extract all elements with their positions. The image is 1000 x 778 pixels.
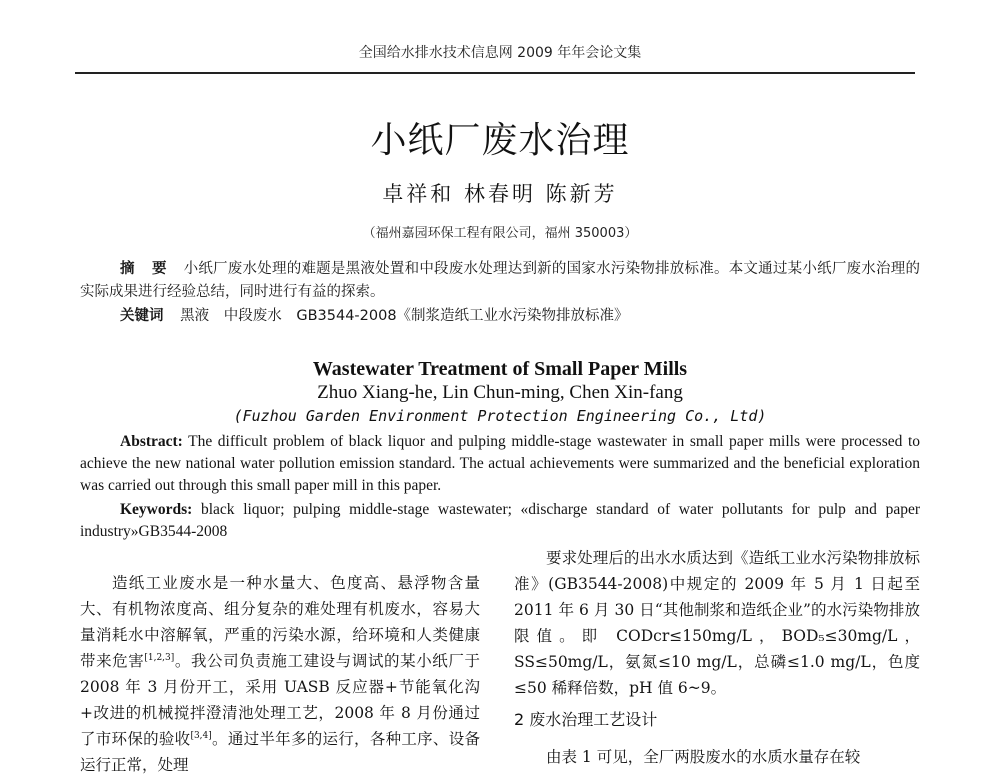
citation-ref: [3,4]: [190, 730, 212, 741]
chinese-abstract: [80, 258, 920, 304]
author-affiliation: （福州嘉园环保工程有限公司，福州 350003）: [362, 226, 638, 241]
body-paragraph-left: [80, 570, 480, 778]
english-keywords-label: Keywords:: [120, 501, 193, 518]
citation-ref: [1,2,3]: [144, 652, 175, 663]
english-abstract-label: Abstract:: [120, 433, 183, 450]
section-heading: 2 废水治理工艺设计: [514, 710, 658, 729]
chinese-keywords-label: 关键词: [120, 308, 164, 324]
running-header: 全国给水排水技术信息网 2009 年年会论文集: [358, 45, 642, 61]
keyword-item: 中段废水: [223, 308, 282, 324]
author-list: 卓祥和 林春明 陈新芳: [382, 182, 618, 206]
body-paragraph-right-continued: 由表 1 可见，全厂两股废水的水质水量存在较: [546, 748, 861, 766]
header-rule: [75, 72, 915, 74]
chinese-abstract-label: 摘 要: [120, 261, 173, 277]
body-text: 造纸工业废水是一种水量大、色度高、悬浮物含量大、有机物浓度高、组分复杂的难处理有机废水，容易大量消耗水中溶解氧，严重的污染水源，给环境和人类健康带来危害: [80, 574, 480, 670]
body-text: 。通过半年多的运行，各种工序、设备运行正常，处理: [80, 730, 480, 774]
body-text: 。我公司负责施工建设与调试的某小纸厂于 2008 年 3 月份开工，采用 UASB 反应器+节能氧化沟+改进的机械搅拌澄清池处理工艺，2008 年 8 月份通过了市环保的验收: [80, 652, 480, 748]
chinese-abstract-text: 小纸厂废水处理的难题是黑液处置和中段废水处理达到新的国家水污染物排放标准。本文通过某小纸厂废水治理的实际成果进行经验总结，同时进行有益的探索。: [80, 261, 920, 300]
english-title: Wastewater Treatment of Small Paper Mills: [312, 358, 688, 380]
english-keywords-text: black liquor; pulping middle-stage wastewater; «discharge standard of water pollutants for pulp and paper industry»GB3544-2008: [80, 501, 921, 540]
english-keywords: [80, 499, 920, 543]
keyword-item: 黑液: [180, 308, 210, 324]
english-abstract-text: The difficult problem of black liquor and pulping middle-stage wastewater in small paper mills were processed to achieve the new national water pollution emission standard. The actual achievements were summarized and the beneficial exploration was carried out through this small paper mill in this paper.: [80, 433, 920, 494]
english-abstract: [80, 431, 920, 497]
paper-title: 小纸厂废水治理: [370, 120, 630, 161]
english-author-list: Zhuo Xiang-he, Lin Chun-ming, Chen Xin-fang: [317, 382, 683, 403]
chinese-keywords: [120, 305, 920, 328]
body-paragraph-right: 要求处理后的出水水质达到《造纸工业水污染物排放标准》(GB3544-2008)中规定的 2009 年 5 月 1 日起至 2011 年 6 月 30 日“其他制浆和造纸企业”的水污染物排放限值。即 CODcr≤150mg/L，BOD₅≤30mg/L，SS≤50mg/L，氨氮≤10 mg/L，总磷≤1.0 mg/L，色度≤50 稀释倍数，pH 值 6~9。: [514, 549, 920, 697]
keyword-item: GB3544-2008《制浆造纸工业水污染物排放标准》: [296, 308, 629, 324]
english-affiliation: (Fuzhou Garden Environment Protection Engineering Co., Ltd): [233, 407, 767, 425]
